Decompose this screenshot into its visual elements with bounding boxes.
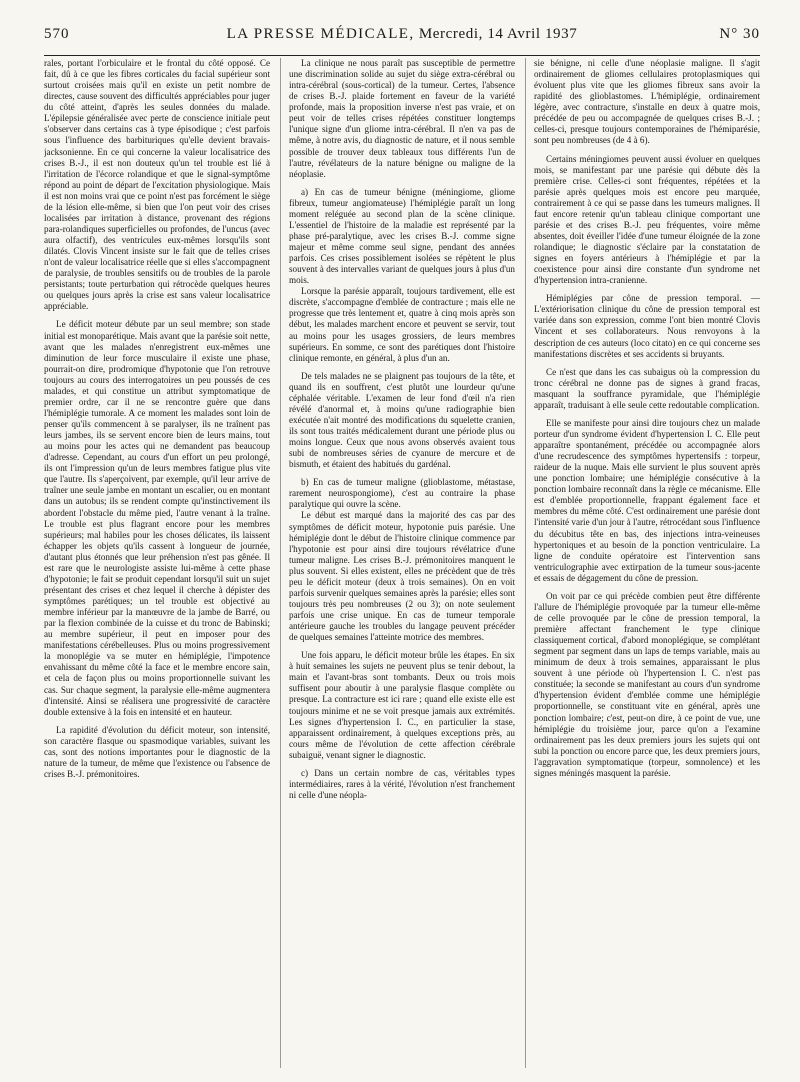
paragraph: b) En cas de tumeur maligne (glioblastome, métastase, rarement neurospongiome), c'est au contraire la phase paralytique qui ouvre la scène.	[289, 477, 515, 510]
paragraph: rales, portant l'orbiculaire et le frontal du côté opposé. Ce fait, dû à ce que les fibres corticales du facial supérieur sont surtout croisées mais qu'il en existe un petit nombre de directes, cause souvent des difficultés appréciables pour juger du côté atteint, d'après les seules données du malade. L'épilepsie généralisée avec perte de conscience initiale peut s'observer dans certains cas à type épisodique ; c'est parfois sous l'influence des barbituriques qu'elle devient bravais-jacksonienne. En ce qui concerne la valeur localisatrice des crises B.-J., il est non douteux qu'un tel trouble est lié à l'irritation de l'écorce rolandique et que le signal-symptôme répond au point de départ de l'excitation physiologique. Mais il est non moins vrai que ce point n'est pas forcément le siège de la lésion elle-même, si bien que l'on peut voir des crises localisées par irritation à distance, provenant des régions para-rolandiques superficielles ou profondes, de l'uncus (avec aura olfactif), des ventricules eux-mêmes lorsqu'ils sont dilatés. Clovis Vincent insiste sur le fait que de telles crises n'ont de valeur localisatrice réelle que si elles s'accompagnent de paralysie, de troubles sensitifs ou de troubles de la parole persistants; toute perturbation qui rétrocède quelques heures ou quelques jours après la crise est sans valeur localisatrice appréciable.	[44, 58, 270, 312]
paragraph: sie bénigne, ni celle d'une néoplasie maligne. Il s'agit ordinairement de gliomes cellulaires protoplasmiques qui évoluent plus vite que les gliomes fibreux sans avoir la rapidité des glioblastomes. L'hémiplégie, ordinairement légère, avec contracture, s'installe en deux à quatre mois, précédée de peu ou accompagnée de quelques crises B.-J. ; celles-ci, presque toujours contemporaines de l'hémiparésie, sont peu nombreuses (de 4 à 6).	[534, 58, 760, 146]
journal-name: LA PRESSE MÉDICALE,	[226, 26, 415, 42]
paragraph: c) Dans un certain nombre de cas, véritables types intermédiaires, rares à la vérité, l'évolution n'est franchement ni celle d'une néopla-	[289, 767, 515, 800]
paragraph: Elle se manifeste pour ainsi dire toujours chez un malade porteur d'un syndrome évident d'hypertension I. C. Elle peut apparaître spontanément, précédée ou accompagnée alors d'une recrudescence des symptômes hypertensifs : torpeur, raideur de la nuque. Mais elle survient le plus souvent après une ponction lombaire; une hémiplégie consécutive à la ponction lombaire reconnaît dans la règle ce mécanisme. Elle est d'emblée proportionnelle, frappant également face et membres du même côté. C'est ordinairement une parésie dont l'intensité varie d'un jour à l'autre, rétrocédant sous l'influence du décubitus tête en bas, des injections intra-veineuses hypertoniques et au besoin de la ponction ventriculaire. La ligne de conduite opératoire est l'intervention sans ventriculographie avec extirpation de la tumeur sous-jacente et essais de dégagement du cône de pression.	[534, 417, 760, 583]
column-left	[44, 58, 270, 1068]
paragraph: De tels malades ne se plaignent pas toujours de la tête, et quand ils en souffrent, c'est plutôt une lourdeur qu'une céphalée véritable. L'examen de leur fond d'œil n'a rien révélé d'anormal et, à moins qu'une radiographie bien exécutée n'ait montré des modifications du squelette cranien, ils sont tous traités médicalement durant une période plus ou moins longue. Ceux que nous avons observés avaient tous subi de nombreuses séries de cyanure de mercure et de bismuth, et étaient des habitués du gardénal.	[289, 370, 515, 470]
journal-title-line	[104, 26, 700, 43]
paragraph: Lorsque la parésie apparaît, toujours tardivement, elle est discrète, s'accompagne d'emblée de contracture ; mais elle ne progresse que très lentement et, quatre à cinq mois après son début, les malades marchent encore et peuvent se servir, tout au moins pour les usages grossiers, de leurs membres supérieurs. En somme, ce sont des parétiques dont l'histoire clinique remonte, en général, à plus d'un an.	[289, 286, 515, 363]
column-middle	[280, 58, 515, 1068]
issue-date: Mercredi, 14 Avril 1937	[418, 26, 578, 42]
page-number: 570	[44, 26, 70, 42]
paragraph: La rapidité d'évolution du déficit moteur, son intensité, son caractère flasque ou spasmodique variables, suivant les cas, sont des notions importantes pour le diagnostic de la nature de la tumeur, de même que l'existence ou l'absence de crises B.-J. prémonitoires.	[44, 724, 270, 779]
paragraph: Le début est marqué dans la majorité des cas par des symptômes de déficit moteur, hypotonie puis parésie. Une hémiplégie dont le début de l'histoire clinique commence par l'hypotonie est pour ainsi dire toujours révélatrice d'une tumeur maligne. Les crises B.-J. prémonitoires manquent le plus souvent. Si elles existent, elles ne précèdent que de très peu le déficit moteur (deux à trois semaines). On en voit parfois survenir quelques semaines après la parésie; elles sont toujours très peu nombreuses (2 ou 3); on note seulement parfois une crise unique. En cas de tumeur temporale antérieure gauche les troubles du langage peuvent précéder de quelques semaines l'atteinte motrice des membres.	[289, 510, 515, 643]
paragraph: On voit par ce qui précède combien peut être différente l'allure de l'hémiplégie provoquée par la tumeur elle-même de celle provoquée par le cône de pression temporal, la première affectant franchement le type clinique classiquement cortical, d'abord monoplégique, se complétant segment par segment dans un laps de temps variable, mais au minimum de deux à trois semaines, apparaissant le plus souvent à une période où l'hypertension I. C. n'est pas constituée; la seconde se manifestant au cours d'un syndrome d'hypertension évident d'emblée comme une hémiplégie proportionnelle, se constituant vite en général, après une ponction lombaire; c'est, peut-on dire, à ce point de vue, une hémiplégie du troisième jour, parce qu'on a l'examine ordinairement pas les deux premiers jours les sujets qui ont subi la ponction ou encore parce que, les deux premiers jours, l'aggravation symptomatique (torpeur, somnolence) et les signes méningés masquent la parésie.	[534, 590, 760, 778]
paragraph: Le déficit moteur débute par un seul membre; son stade initial est monoparétique. Mais avant que la parésie soit nette, avant que les malades n'enregistrent eux-mêmes une diminution de leur force musculaire il existe une phase, pourrait-on dire, prodromique d'hypotonie que l'on retrouve toujours au cours des interrogatoires un peu poussés de ces malades, et qui constitue un attribut symptomatique de premier ordre, car il ne se rencontre guère que dans l'hémiplégie tumorale. A ce moment les malades sont loin de penser qu'ils commencent à se paralyser, ils ne traînent pas leurs jambes, ils se servent encore bien de leurs mains, tout au moins pour les actes qui ne demandent pas beaucoup d'adresse. Cependant, au cours d'un effort un peu prolongé, ils ont l'impression qu'un de leurs membres fatigue plus vite que l'autre. Ils s'aperçoivent, par exemple, qu'il leur arrive de traîner une seule jambe en montant un escalier, ou en montant dans un autobus; ils se rendent compte qu'instinctivement ils abordent l'obstacle du même pied, l'autre venant à la traîne. Le trouble est plus flagrant encore pour les membres supérieurs; mal habiles pour les choses délicates, ils laissent échapper les objets qu'ils cassent à longueur de journée, d'autant plus étonnés que leur préhension n'est pas gênée. Il est rare que le neurologiste assiste lui-même à cette phase d'hypotonie; le fait se produit cependant lorsqu'il suit un sujet présentant des crises et chez lequel il cherche à dépister des symptômes parétiques; un tel trouble est objectivé au membre inférieur par la manœuvre de la jambe de Barré, ou par la flexion combinée de la cuisse et du tronc de Babinski; au membre supérieur, il peut en imposer pour des manifestations cérébelleuses. Plus ou moins progressivement la monoplégie va se muter en hémiplégie, l'impotence envahissant du même côté la face et le membre encore sain, et cela de façon plus ou moins proportionnelle suivant les cas. Sur chaque segment, la paralysie elle-même augmentera d'intensité. Ainsi se réalisera une progressivité de caractère double extensive à la fois en intensité et en hauteur.	[44, 319, 270, 717]
paragraph: Hémiplégies par cône de pression temporal. — L'extériorisation clinique du cône de pression temporal est variée dans son expression, comme l'ont bien montré Clovis Vincent et ses collaborateurs. Nous renvoyons à la description de ces auteurs (loco citato) en ce qui concerne ses manifestations discrètes et ses accidents si bruyants.	[534, 293, 760, 359]
text-columns	[44, 58, 760, 1068]
issue-number: N° 30	[719, 26, 760, 42]
paragraph: Une fois apparu, le déficit moteur brûle les étapes. En six à huit semaines les sujets ne peuvent plus se tenir debout, la main et l'avant-bras sont tombants. Deux ou trois mois suffisent pour aboutir à une paralysie flasque complète ou presque. La contracture est ici rare ; quand elle existe elle est toujours minime et ne se voit presque jamais aux extrémités. Les signes d'hypertension I. C., en particulier la stase, apparaissent ordinairement, à quelques exceptions près, au cours même de l'évolution de cette affection cérébrale subaiguë, venant signer le diagnostic.	[289, 650, 515, 760]
paragraph: Certains méningiomes peuvent aussi évoluer en quelques mois, se manifestant par une parésie qui débute dès la première crise. Celles-ci sont fréquentes, répétées et la parésie après quelques mois est encore peu marquée, contrairement à ce qui se passe dans les tumeurs malignes. Il faut encore retenir qu'un tableau clinique comportant une parésie et des crises B.-J. peu fréquentes, voire même absentes, doit éveiller l'idée d'une tumeur éloignée de la zone rolandique; le diagnostic s'éclaire par la constatation de signes en foyers antérieurs à l'hémiplégie et par la coexistence pour ainsi dire constante d'un syndrome net d'hypertension intra-cranienne.	[534, 153, 760, 286]
page-header	[44, 26, 760, 56]
paragraph: a) En cas de tumeur bénigne (méningiome, gliome fibreux, tumeur angiomateuse) l'hémiplégie paraît un long moment reléguée au second plan de la scène clinique. L'essentiel de l'histoire de la maladie est représenté par la phase pré-paralytique, avec les crises B.-J. comme signe majeur et même comme seul signe, pendant des années parfois. Ces crises possiblement isolées se répètent le plus souvent à des intervalles variant de quelques jours à plus d'un mois.	[289, 186, 515, 286]
paragraph: La clinique ne nous paraît pas susceptible de permettre une discrimination solide au sujet du siège extra-cérébral ou intra-cérébral (sous-cortical) de la tumeur. Certes, l'absence de crises B.-J. plaide fortement en faveur de la variété profonde, mais la proposition inverse n'est pas vraie, et on peut voir de telles crises répétées constituer longtemps l'unique signe d'un gliome intra-cérébral. Il n'en va pas de même, à notre avis, du diagnostic de nature, et il nous semble possible de trouver deux tableaux tous différents l'un de l'autre, révélateurs de la nature bénigne ou maligne de la néoplasie.	[289, 58, 515, 179]
column-right	[525, 58, 760, 1068]
paragraph: Ce n'est que dans les cas subaigus où la compression du tronc cérébral ne donne pas de signes à grand fracas, masquant la souffrance pyramidale, que l'hémiplégie apparaît, traduisant à elle seule cette redoutable complication.	[534, 366, 760, 410]
